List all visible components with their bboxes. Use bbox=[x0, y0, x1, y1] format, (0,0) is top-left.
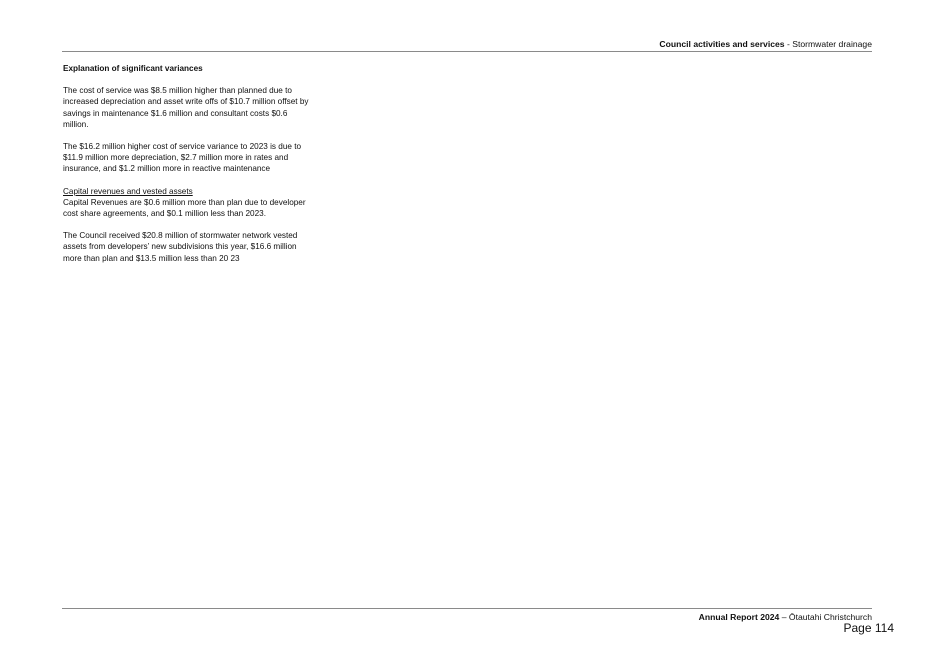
header-separator: - bbox=[784, 39, 793, 49]
section-heading: Explanation of significant variances bbox=[63, 64, 203, 73]
header-section-title: Council activities and services bbox=[659, 39, 785, 49]
footer-separator: – bbox=[779, 612, 789, 622]
page-number: Page 114 bbox=[843, 621, 894, 635]
paragraph-variance-2023: The $16.2 million higher cost of service variance to 2023 is due to $11.9 million more depreciation, $2.7 million more in rates and insurance, and $1.2 million more in reactive maintenance bbox=[63, 142, 302, 174]
footer-place: Ōtautahi Christchurch bbox=[788, 612, 872, 622]
footer-divider bbox=[62, 608, 872, 609]
paragraph-cost-of-service: The cost of service was $8.5 million higher than planned due to increased depreciation and asset write offs of $10.7 million offset by savings in maintenance $1.6 million and consultant costs $0.6 million. bbox=[63, 86, 309, 129]
variances-section bbox=[63, 63, 313, 275]
header-divider bbox=[62, 51, 872, 52]
paragraph-vested-assets: The Council received $20.8 million of stormwater network vested assets from developers’ new subdivisions this year, $16.6 million more than plan and $13.5 million less than 20 23 bbox=[63, 231, 298, 263]
capital-revenues-heading: Capital revenues and vested assets bbox=[63, 186, 193, 196]
footer-report-title: Annual Report 2024 bbox=[698, 612, 780, 622]
header-subsection-title: Stormwater drainage bbox=[792, 39, 872, 49]
capital-revenues-block bbox=[63, 186, 313, 220]
running-header bbox=[659, 39, 872, 49]
paragraph-capital-revenues: Capital Revenues are $0.6 million more than plan due to developer cost share agreements, and $0.1 million less than 2023. bbox=[63, 197, 306, 219]
